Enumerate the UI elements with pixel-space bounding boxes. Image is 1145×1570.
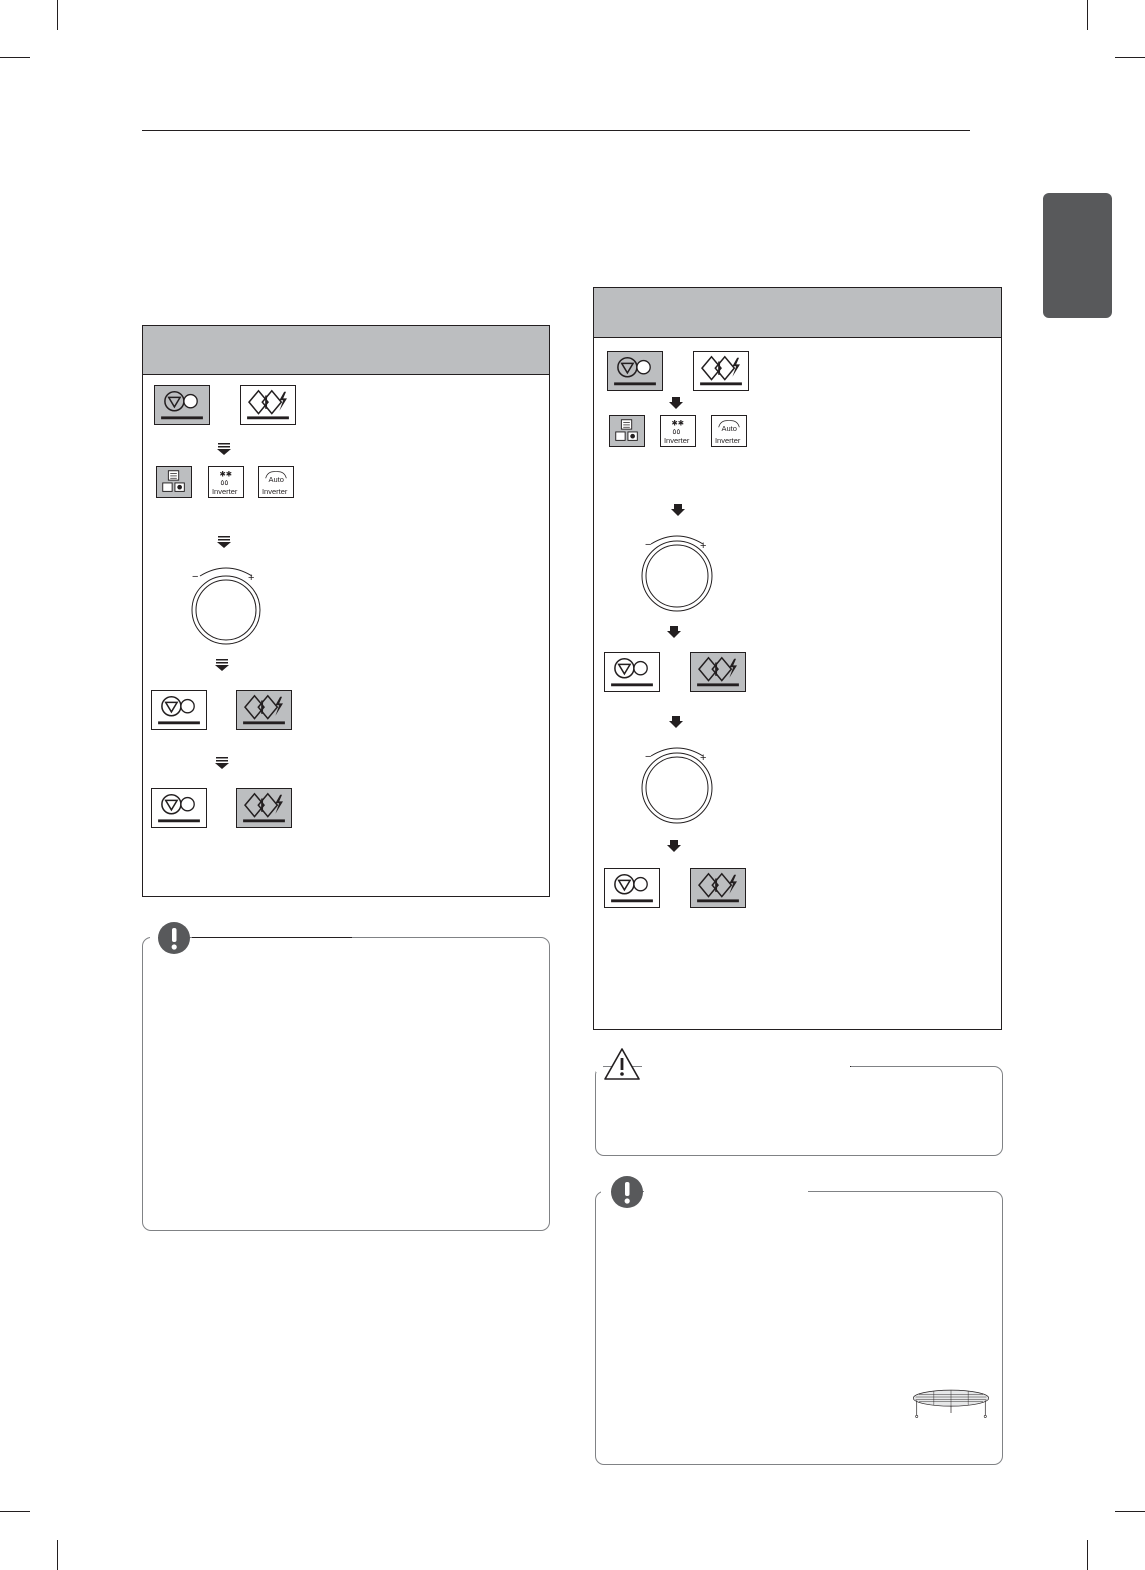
svg-text:−: − xyxy=(192,571,199,583)
badge-gap xyxy=(596,1058,603,1072)
start-stop-key[interactable] xyxy=(604,652,660,692)
step-arrow-icon xyxy=(214,659,230,671)
left-note-box xyxy=(142,937,550,1231)
caution-icon xyxy=(603,1047,641,1081)
start-stop-key[interactable] xyxy=(151,788,207,828)
auto-inverter-key[interactable] xyxy=(258,466,294,498)
microwave-key[interactable] xyxy=(236,690,292,730)
svg-text:✱✱: ✱✱ xyxy=(219,469,233,479)
menu-key[interactable] xyxy=(156,466,192,498)
badge-gap xyxy=(601,1184,611,1196)
microwave-key[interactable] xyxy=(693,351,749,391)
dial-knob[interactable] xyxy=(186,562,266,646)
step-arrow-icon xyxy=(670,504,686,516)
svg-text:−: − xyxy=(645,751,652,763)
svg-text:+: + xyxy=(700,752,707,764)
inverter-label: Inverter xyxy=(211,487,238,497)
auto-label: Auto xyxy=(268,475,284,484)
crop-mark xyxy=(1115,1511,1145,1512)
dial-knob[interactable] xyxy=(637,742,717,826)
caution-box xyxy=(595,1066,1003,1156)
crop-mark xyxy=(1115,57,1145,58)
inverter-label: Inverter xyxy=(261,487,288,497)
crop-mark xyxy=(0,57,30,58)
crop-mark xyxy=(57,0,58,30)
svg-text:−: − xyxy=(645,539,652,551)
crop-mark xyxy=(1087,1540,1088,1570)
menu-key[interactable] xyxy=(609,415,645,447)
grill-rack-illustration xyxy=(911,1382,991,1428)
step-arrow-icon xyxy=(666,626,682,638)
microwave-key[interactable] xyxy=(690,652,746,692)
svg-text:+: + xyxy=(248,572,255,584)
note-header-line xyxy=(192,937,352,938)
svg-text:٥٥: ٥٥ xyxy=(220,477,229,487)
svg-text:✱✱: ✱✱ xyxy=(671,418,685,428)
inverter-label: Inverter xyxy=(663,436,690,446)
start-stop-key[interactable] xyxy=(154,385,210,425)
auto-label: Auto xyxy=(721,424,737,433)
dial-knob[interactable] xyxy=(637,530,717,614)
step-arrow-icon xyxy=(668,716,684,728)
note-icon xyxy=(158,922,190,954)
svg-text:٥٥: ٥٥ xyxy=(672,426,681,436)
section-tab[interactable] xyxy=(1043,193,1112,318)
microwave-key[interactable] xyxy=(236,788,292,828)
crop-mark xyxy=(0,1511,30,1512)
inverter-defrost-key[interactable] xyxy=(208,466,244,498)
step-arrow-icon xyxy=(216,443,232,455)
right-panel-header xyxy=(594,288,1001,338)
inverter-defrost-key[interactable] xyxy=(660,415,696,447)
note-icon xyxy=(611,1176,643,1208)
start-stop-key[interactable] xyxy=(604,868,660,908)
caution-header-line xyxy=(850,1066,851,1067)
badge-gap xyxy=(150,930,158,942)
step-arrow-icon xyxy=(214,757,230,769)
start-stop-key[interactable] xyxy=(607,351,663,391)
step-arrow-icon xyxy=(666,840,682,852)
left-panel-header xyxy=(143,326,549,375)
inverter-label: Inverter xyxy=(714,436,741,446)
start-stop-key[interactable] xyxy=(151,690,207,730)
crop-mark xyxy=(1087,0,1088,30)
step-arrow-icon xyxy=(216,536,232,548)
svg-text:+: + xyxy=(700,540,707,552)
auto-inverter-key[interactable] xyxy=(711,415,747,447)
note-header-line xyxy=(644,1191,808,1194)
step-arrow-icon xyxy=(668,397,684,409)
crop-mark xyxy=(57,1540,58,1570)
header-rule xyxy=(142,130,970,131)
microwave-key[interactable] xyxy=(240,385,296,425)
microwave-key[interactable] xyxy=(690,868,746,908)
caution-header-line xyxy=(642,1066,850,1069)
